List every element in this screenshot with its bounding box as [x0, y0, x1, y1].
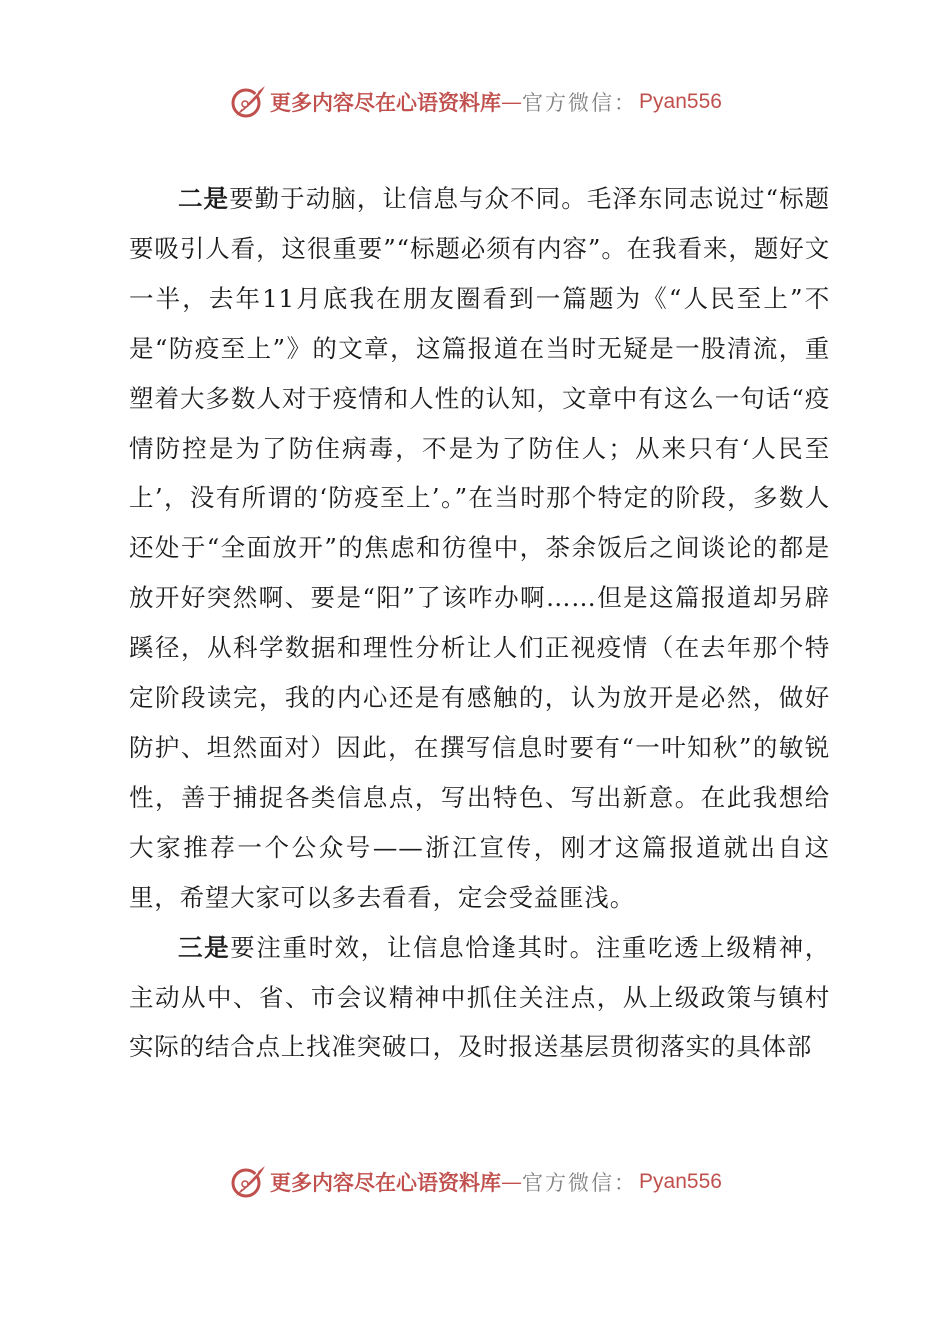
footer-wechat-id: Pyan556: [639, 1170, 722, 1193]
paragraph-2-text: 要勤于动脑，让信息与众不同。毛泽东同志说过“标题要吸引人看，这很重要”“标题必须有内容”。在我看来，题好文一半，去年11月底我在朋友圈看到一篇题为《“人民至上”不是“防疫至上”》的文章，这篇报道在当时无疑是一股清流，重塑着大多数人对于疫情和人性的认知，文章中有这么一句话“疫情防控是为了防住病毒，不是为了防住人；从来只有‘人民至上’，没有所谓的‘防疫至上’。”在当时那个特定的阶段，多数人还处于“全面放开”的焦虑和彷徨中，茶余饭后之间谈论的都是放开好突然啊、要是“阳”了该咋办啊……但是这篇报道却另辟蹊径，从科学数据和理性分析让人们正视疫情（在去年那个特定阶段读完，我的内心还是有感触的，认为放开是必然，做好防护、坦然面对）因此，在撰写信息时要有“一叶知秋”的敏锐性，善于捕捉各类信息点，写出特色、写出新意。在此我想给大家推荐一个公众号——浙江宣传，刚才这篇报道就出自这里，希望大家可以多去看看，定会受益匪浅。: [129, 184, 830, 912]
paragraph-3-lead: 三是: [178, 932, 231, 962]
header-sub-text: 官方微信：: [522, 91, 638, 115]
quill-pen-logo-icon: [228, 1162, 268, 1202]
footer-banner: [0, 1160, 950, 1204]
footer-dash: —: [501, 1170, 523, 1194]
paragraph-2-lead: 二是: [178, 184, 230, 213]
header-dash: —: [501, 90, 523, 114]
paragraph-2: [129, 174, 830, 923]
quill-pen-logo-icon: [228, 82, 268, 122]
footer-sub-text: 官方微信：: [522, 1171, 638, 1195]
footer-main-text: 更多内容尽在心语资料库: [270, 1170, 502, 1195]
header-main-text: 更多内容尽在心语资料库: [270, 90, 502, 115]
header-banner: [0, 80, 950, 124]
header-wechat-id: Pyan556: [639, 90, 722, 113]
paragraph-3-text: 要注重时效，让信息恰逢其时。注重吃透上级精神，主动从中、省、市会议精神中抓住关注点，从上级政策与镇村实际的结合点上找准突破口，及时报送基层贯彻落实的具体部: [129, 932, 830, 1062]
paragraph-3: [129, 923, 830, 1073]
document-body: [129, 174, 830, 1072]
